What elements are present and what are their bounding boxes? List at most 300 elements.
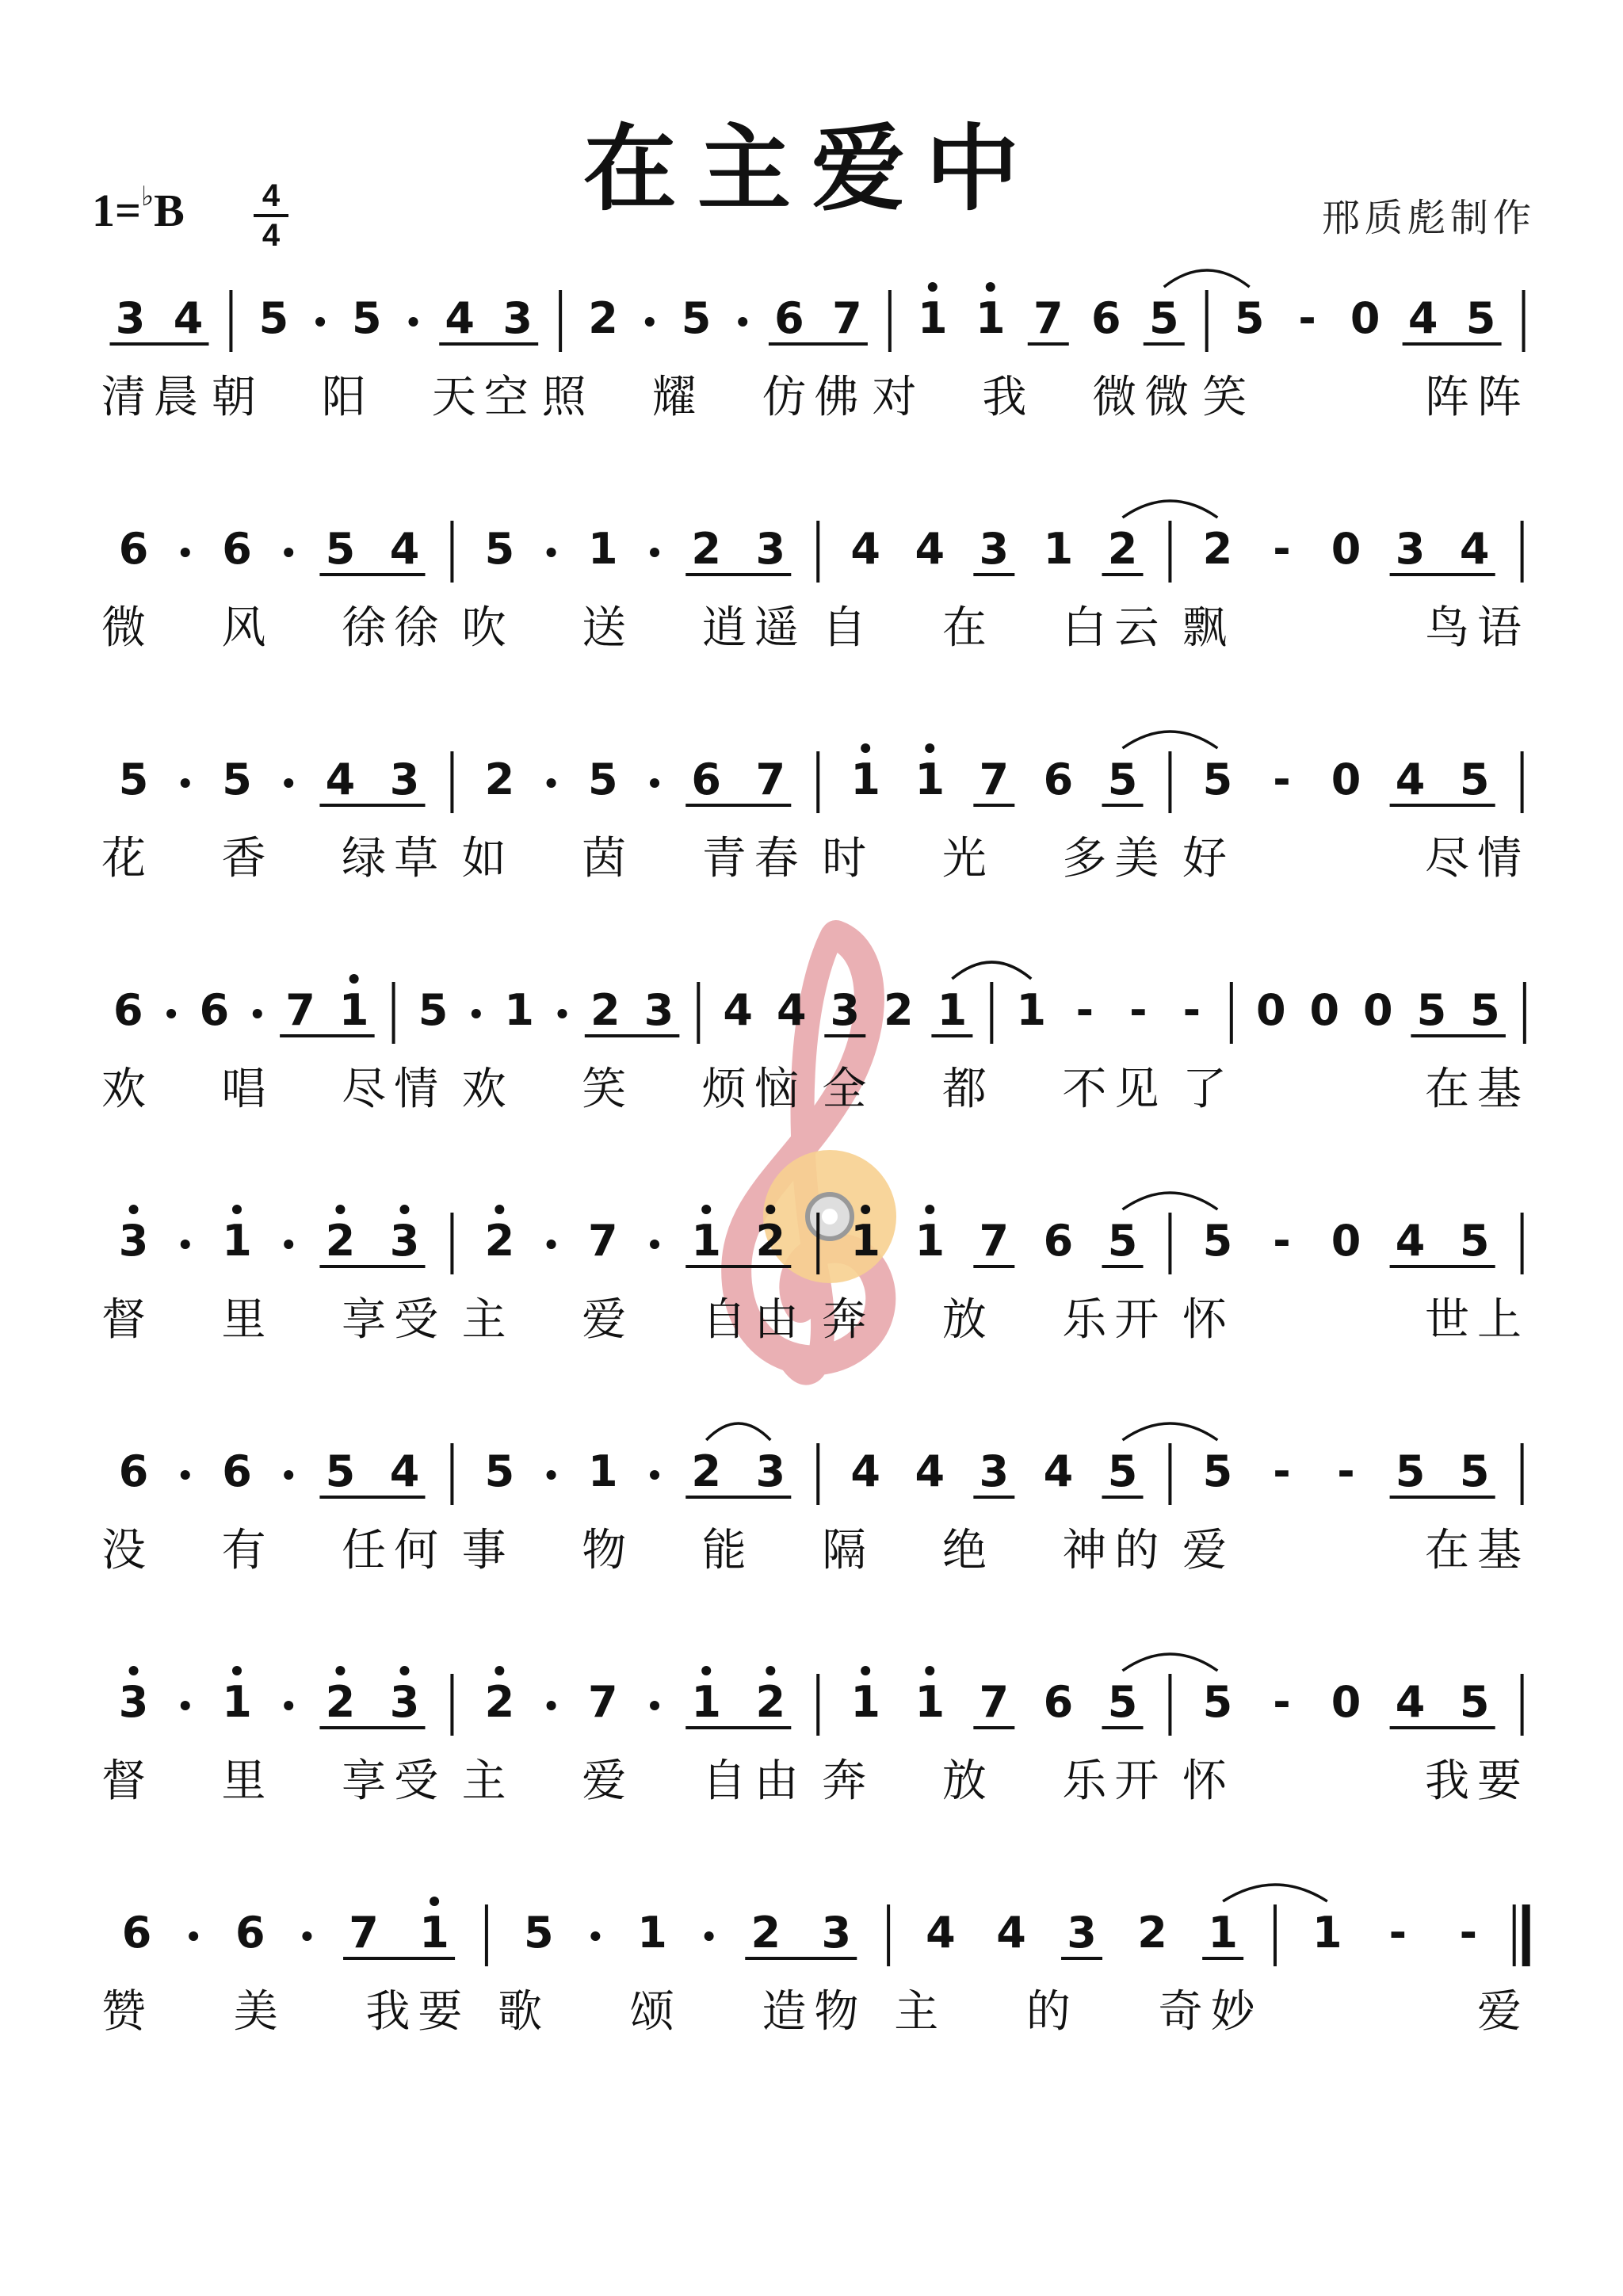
song-title: 在主爱中	[582, 118, 1040, 222]
augmentation-dot	[284, 1240, 293, 1249]
octave-dot	[925, 1205, 934, 1214]
note: 1	[1208, 1908, 1238, 1958]
dash: -	[1459, 1908, 1478, 1958]
note: 5	[1459, 755, 1490, 804]
lyric: 飘	[1182, 602, 1235, 654]
octave-dot	[129, 1666, 139, 1675]
key-note: B	[154, 185, 185, 236]
note: 6	[1043, 755, 1074, 804]
lyric: 了	[1182, 1064, 1235, 1115]
note: 4	[1043, 1446, 1074, 1496]
lyric: 绝	[941, 1525, 995, 1576]
octave-dot	[495, 1205, 504, 1214]
lyric: 享受	[342, 1755, 447, 1807]
note: 4	[1395, 1677, 1426, 1727]
note: 5	[1107, 755, 1138, 804]
note: 5	[118, 755, 149, 804]
augmentation-dot	[650, 1701, 659, 1710]
note: 0	[1309, 985, 1340, 1035]
score-line	[101, 270, 1529, 423]
note: 6	[121, 1908, 152, 1958]
lyric: 里	[221, 1755, 274, 1807]
lyric: 青春	[701, 833, 807, 884]
note: 4	[850, 524, 880, 574]
augmentation-dot	[650, 548, 659, 557]
note: 3	[979, 1446, 1010, 1496]
note: 3	[1395, 524, 1426, 574]
lyric: 在基	[1425, 1525, 1529, 1576]
octave-dot	[766, 1666, 775, 1675]
note: 5	[681, 293, 712, 343]
note: 4	[389, 1446, 420, 1496]
augmentation-dot	[547, 1240, 556, 1249]
dash: -	[1273, 1216, 1291, 1266]
note: 1	[937, 985, 968, 1035]
lyric: 微	[101, 602, 154, 654]
note: 4	[1395, 755, 1426, 804]
dash: -	[1273, 755, 1291, 804]
note: 2	[691, 1446, 722, 1496]
augmentation-dot	[547, 1701, 556, 1710]
flat-sign: ♭	[141, 181, 155, 212]
lyric: 主	[461, 1294, 514, 1346]
lyric: 世上	[1425, 1294, 1529, 1346]
note: 3	[502, 293, 533, 343]
score-line	[101, 1885, 1530, 2038]
lyric: 朝	[211, 372, 264, 423]
score-line	[101, 732, 1529, 884]
note: 7	[755, 755, 786, 804]
note: 2	[691, 524, 722, 574]
lyric: 主	[461, 1755, 514, 1807]
note: 1	[419, 1908, 449, 1958]
note: 5	[1234, 293, 1265, 343]
lyric: 时	[822, 833, 875, 884]
augmentation-dot	[181, 778, 190, 788]
lyric: 尽情	[342, 1064, 447, 1115]
lyric: 唱	[221, 1064, 274, 1115]
lyric: 对	[872, 372, 925, 423]
note: 0	[1255, 985, 1286, 1035]
note: 5	[484, 524, 515, 574]
note: 6	[1043, 1677, 1074, 1727]
lyric: 造物	[762, 1986, 867, 2038]
lyric: 笑	[1202, 372, 1255, 423]
note: 1	[850, 755, 880, 804]
augmentation-dot	[650, 778, 659, 788]
octave-dot	[349, 974, 359, 984]
lyric: 微微	[1092, 372, 1197, 423]
note: 1	[976, 293, 1006, 343]
augmentation-dot	[166, 1009, 176, 1018]
dash: -	[1298, 293, 1316, 343]
note: 3	[389, 1216, 420, 1266]
lyric: 怀	[1182, 1755, 1235, 1807]
augmentation-dot	[189, 1931, 198, 1941]
note: 0	[1331, 1216, 1361, 1266]
note: 5	[1459, 1216, 1490, 1266]
lyric: 自由	[701, 1755, 807, 1807]
octave-dot	[861, 743, 870, 753]
lyric: 欢	[461, 1064, 514, 1115]
note: 7	[349, 1908, 379, 1958]
tie	[1122, 501, 1217, 518]
augmentation-dot	[284, 548, 293, 557]
note: 1	[338, 985, 369, 1035]
lyric: 爱	[582, 1294, 635, 1346]
note: 1	[1312, 1908, 1342, 1958]
dash: -	[1337, 1446, 1355, 1496]
augmentation-dot	[181, 548, 190, 557]
lyric: 好	[1182, 833, 1235, 884]
note: 6	[222, 1446, 252, 1496]
lyric: 多美	[1062, 833, 1167, 884]
octave-dot	[335, 1205, 345, 1214]
lyric: 能	[701, 1525, 754, 1576]
note: 3	[115, 293, 146, 343]
lyric: 欢	[101, 1064, 154, 1115]
note: 6	[118, 524, 149, 574]
augmentation-dot	[284, 1470, 293, 1480]
note: 3	[1067, 1908, 1097, 1958]
lyric: 奇妙	[1158, 1986, 1263, 2038]
note: 4	[325, 755, 356, 804]
final-barline	[1522, 1904, 1530, 1966]
note: 3	[389, 1677, 420, 1727]
augmentation-dot	[181, 1240, 190, 1249]
note: 4	[850, 1446, 880, 1496]
note: 1	[222, 1677, 252, 1727]
note: 1	[1043, 524, 1074, 574]
lyric: 爱	[1182, 1525, 1235, 1576]
augmentation-dot	[645, 317, 655, 327]
lyric: 照	[541, 372, 594, 423]
lyric: 督	[101, 1294, 154, 1346]
octave-dot	[928, 282, 938, 292]
lyric: 爱	[582, 1755, 635, 1807]
lyric: 神的	[1062, 1525, 1167, 1576]
lyric: 送	[582, 602, 635, 654]
note: 5	[1107, 1216, 1138, 1266]
augmentation-dot	[547, 778, 556, 788]
octave-dot	[861, 1666, 870, 1675]
tie	[706, 1423, 770, 1440]
note: 1	[1016, 985, 1047, 1035]
lyric: 乐开	[1062, 1755, 1167, 1807]
note: 4	[723, 985, 754, 1035]
octave-dot	[925, 743, 934, 753]
lyric: 光	[941, 833, 995, 884]
note: 0	[1331, 755, 1361, 804]
note: 5	[352, 293, 382, 343]
lyric: 香	[221, 833, 274, 884]
note: 1	[915, 755, 945, 804]
note: 3	[755, 524, 786, 574]
note: 5	[1459, 1446, 1490, 1496]
note: 6	[222, 524, 252, 574]
octave-dot	[232, 1666, 242, 1675]
lyric: 自	[822, 602, 875, 654]
note: 0	[1331, 1677, 1361, 1727]
lyric: 奔	[822, 1755, 875, 1807]
tie	[1122, 732, 1217, 748]
note: 5	[588, 755, 618, 804]
lyric: 绿草	[342, 833, 447, 884]
note: 5	[1465, 293, 1496, 343]
lyric: 督	[101, 1755, 154, 1807]
note: 5	[1202, 1677, 1233, 1727]
note: 5	[418, 985, 449, 1035]
note: 1	[850, 1677, 880, 1727]
lyric: 吹	[461, 602, 514, 654]
note: 2	[755, 1216, 786, 1266]
score-line	[101, 501, 1529, 654]
note: 5	[1107, 1677, 1138, 1727]
note: 5	[1107, 1446, 1138, 1496]
note: 4	[389, 524, 420, 574]
note: 7	[832, 293, 862, 343]
note: 2	[588, 293, 618, 343]
dash: -	[1388, 1908, 1407, 1958]
note: 6	[113, 985, 143, 1035]
dash: -	[1273, 1446, 1291, 1496]
octave-dot	[399, 1205, 409, 1214]
note: 6	[1043, 1216, 1074, 1266]
note: 0	[1350, 293, 1381, 343]
lyric: 爱	[1477, 1986, 1529, 2038]
note: 5	[484, 1446, 515, 1496]
lyric: 在基	[1425, 1064, 1529, 1115]
octave-dot	[701, 1205, 711, 1214]
lyric: 清晨	[101, 372, 206, 423]
augmentation-dot	[181, 1470, 190, 1480]
augmentation-dot	[181, 1701, 190, 1710]
note: 6	[1090, 293, 1121, 343]
time-signature-bottom: 4	[262, 218, 281, 253]
note: 2	[1137, 1908, 1167, 1958]
augmentation-dot	[284, 1701, 293, 1710]
dash: -	[1182, 985, 1201, 1035]
note: 4	[445, 293, 475, 343]
augmentation-dot	[547, 548, 556, 557]
augmentation-dot	[408, 317, 418, 327]
lyric: 奔	[822, 1294, 875, 1346]
note: 1	[918, 293, 948, 343]
note: 0	[1331, 524, 1361, 574]
lyric: 阳	[321, 372, 374, 423]
note: 3	[830, 985, 861, 1035]
note: 1	[504, 985, 534, 1035]
note: 5	[325, 524, 356, 574]
note: 5	[523, 1908, 554, 1958]
lyric: 怀	[1182, 1294, 1235, 1346]
octave-dot	[766, 1205, 775, 1214]
lyric: 全	[822, 1064, 875, 1115]
lyric: 乐开	[1062, 1294, 1167, 1346]
note: 1	[915, 1216, 945, 1266]
lyric: 事	[461, 1525, 514, 1576]
tie	[1122, 1654, 1217, 1671]
note: 3	[755, 1446, 786, 1496]
key-prefix: 1=	[92, 185, 142, 236]
augmentation-dot	[315, 317, 325, 327]
lyric: 都	[941, 1064, 995, 1115]
note: 7	[1033, 293, 1064, 343]
augmentation-dot	[650, 1240, 659, 1249]
lyric: 赞	[101, 1986, 154, 2038]
augmentation-dot	[284, 778, 293, 788]
note: 4	[776, 985, 807, 1035]
lyric: 鸟语	[1425, 602, 1529, 654]
note: 7	[979, 755, 1010, 804]
lyric: 放	[941, 1755, 995, 1807]
lyric: 逍遥	[701, 602, 807, 654]
note: 1	[691, 1677, 722, 1727]
augmentation-dot	[472, 1009, 481, 1018]
lyric: 茵	[582, 833, 635, 884]
augmentation-dot	[705, 1931, 714, 1941]
note: 2	[484, 755, 515, 804]
note: 3	[821, 1908, 852, 1958]
score-line	[101, 1654, 1529, 1807]
note: 5	[1202, 1216, 1233, 1266]
note: 2	[750, 1908, 781, 1958]
lyric: 耀	[651, 372, 705, 423]
note: 4	[926, 1908, 956, 1958]
lyric: 没	[101, 1525, 154, 1576]
octave-dot	[232, 1205, 242, 1214]
octave-dot	[399, 1666, 409, 1675]
note: 5	[1470, 985, 1500, 1035]
note: 4	[1395, 1216, 1426, 1266]
lyric: 任何	[342, 1525, 447, 1576]
augmentation-dot	[738, 317, 747, 327]
octave-dot	[430, 1897, 439, 1906]
dash: -	[1075, 985, 1094, 1035]
dash: -	[1129, 985, 1148, 1035]
note: 2	[325, 1216, 356, 1266]
lyric: 徐徐	[342, 602, 447, 654]
note: 4	[915, 524, 945, 574]
score-line	[101, 1423, 1529, 1576]
octave-dot	[861, 1205, 870, 1214]
note: 5	[1202, 755, 1233, 804]
octave-dot	[925, 1666, 934, 1675]
augmentation-dot	[650, 1470, 659, 1480]
lyric: 烦恼	[701, 1064, 807, 1115]
octave-dot	[986, 282, 995, 292]
lyric: 里	[221, 1294, 274, 1346]
note: 5	[222, 755, 252, 804]
note: 5	[1395, 1446, 1426, 1496]
note: 3	[979, 524, 1010, 574]
note: 5	[1459, 1677, 1490, 1727]
note: 1	[691, 1216, 722, 1266]
tie	[1223, 1885, 1327, 1901]
lyric: 在	[941, 602, 995, 654]
lyric: 美	[233, 1986, 286, 2038]
note: 5	[325, 1446, 356, 1496]
note: 5	[1202, 1446, 1233, 1496]
tie	[1164, 270, 1250, 287]
note: 0	[1363, 985, 1393, 1035]
note: 4	[915, 1446, 945, 1496]
lyric: 花	[101, 833, 154, 884]
note: 2	[325, 1677, 356, 1727]
lyric: 风	[221, 602, 274, 654]
note: 6	[774, 293, 804, 343]
note: 1	[588, 1446, 618, 1496]
dash: -	[1273, 524, 1291, 574]
lyric: 我	[982, 372, 1035, 423]
note: 2	[1107, 524, 1138, 574]
lyric: 主	[894, 1986, 947, 2038]
octave-dot	[335, 1666, 345, 1675]
tie	[1122, 1423, 1217, 1440]
lyric: 天空	[431, 372, 537, 423]
note: 4	[996, 1908, 1026, 1958]
note: 3	[643, 985, 674, 1035]
note: 2	[755, 1677, 786, 1727]
lyric: 阵阵	[1425, 372, 1529, 423]
time-signature-top: 4	[262, 178, 281, 213]
lyric: 我要	[365, 1986, 471, 2038]
augmentation-dot	[557, 1009, 567, 1018]
lyric: 歌	[498, 1986, 551, 2038]
note: 1	[222, 1216, 252, 1266]
note: 7	[588, 1677, 618, 1727]
augmentation-dot	[590, 1931, 600, 1941]
lyric: 有	[221, 1525, 274, 1576]
note: 5	[258, 293, 289, 343]
note: 1	[915, 1677, 945, 1727]
augmentation-dot	[547, 1470, 556, 1480]
octave-dot	[495, 1666, 504, 1675]
note: 2	[590, 985, 621, 1035]
lyric: 仿佛	[762, 372, 867, 423]
note: 1	[637, 1908, 667, 1958]
note: 3	[118, 1216, 149, 1266]
lyric: 隔	[822, 1525, 875, 1576]
lyric: 我要	[1425, 1755, 1529, 1807]
lyric: 不见	[1062, 1064, 1167, 1115]
note: 7	[285, 985, 315, 1035]
lyric: 物	[582, 1525, 635, 1576]
note: 1	[850, 1216, 880, 1266]
lyric: 自由	[701, 1294, 807, 1346]
dash: -	[1273, 1677, 1291, 1727]
note: 1	[588, 524, 618, 574]
note: 2	[484, 1677, 515, 1727]
note: 5	[1416, 985, 1447, 1035]
lyric: 颂	[629, 1986, 682, 2038]
note: 3	[118, 1677, 149, 1727]
note: 3	[389, 755, 420, 804]
note: 7	[979, 1677, 1010, 1727]
lyric: 的	[1025, 1986, 1079, 2038]
note: 4	[1407, 293, 1438, 343]
octave-dot	[701, 1666, 711, 1675]
tie	[952, 962, 1031, 979]
note: 4	[173, 293, 204, 343]
note: 2	[884, 985, 914, 1035]
author-credit: 邢质彪制作	[1321, 196, 1536, 240]
note: 6	[235, 1908, 265, 1958]
octave-dot	[129, 1205, 139, 1214]
augmentation-dot	[302, 1931, 311, 1941]
note: 6	[691, 755, 722, 804]
augmentation-dot	[253, 1009, 262, 1018]
